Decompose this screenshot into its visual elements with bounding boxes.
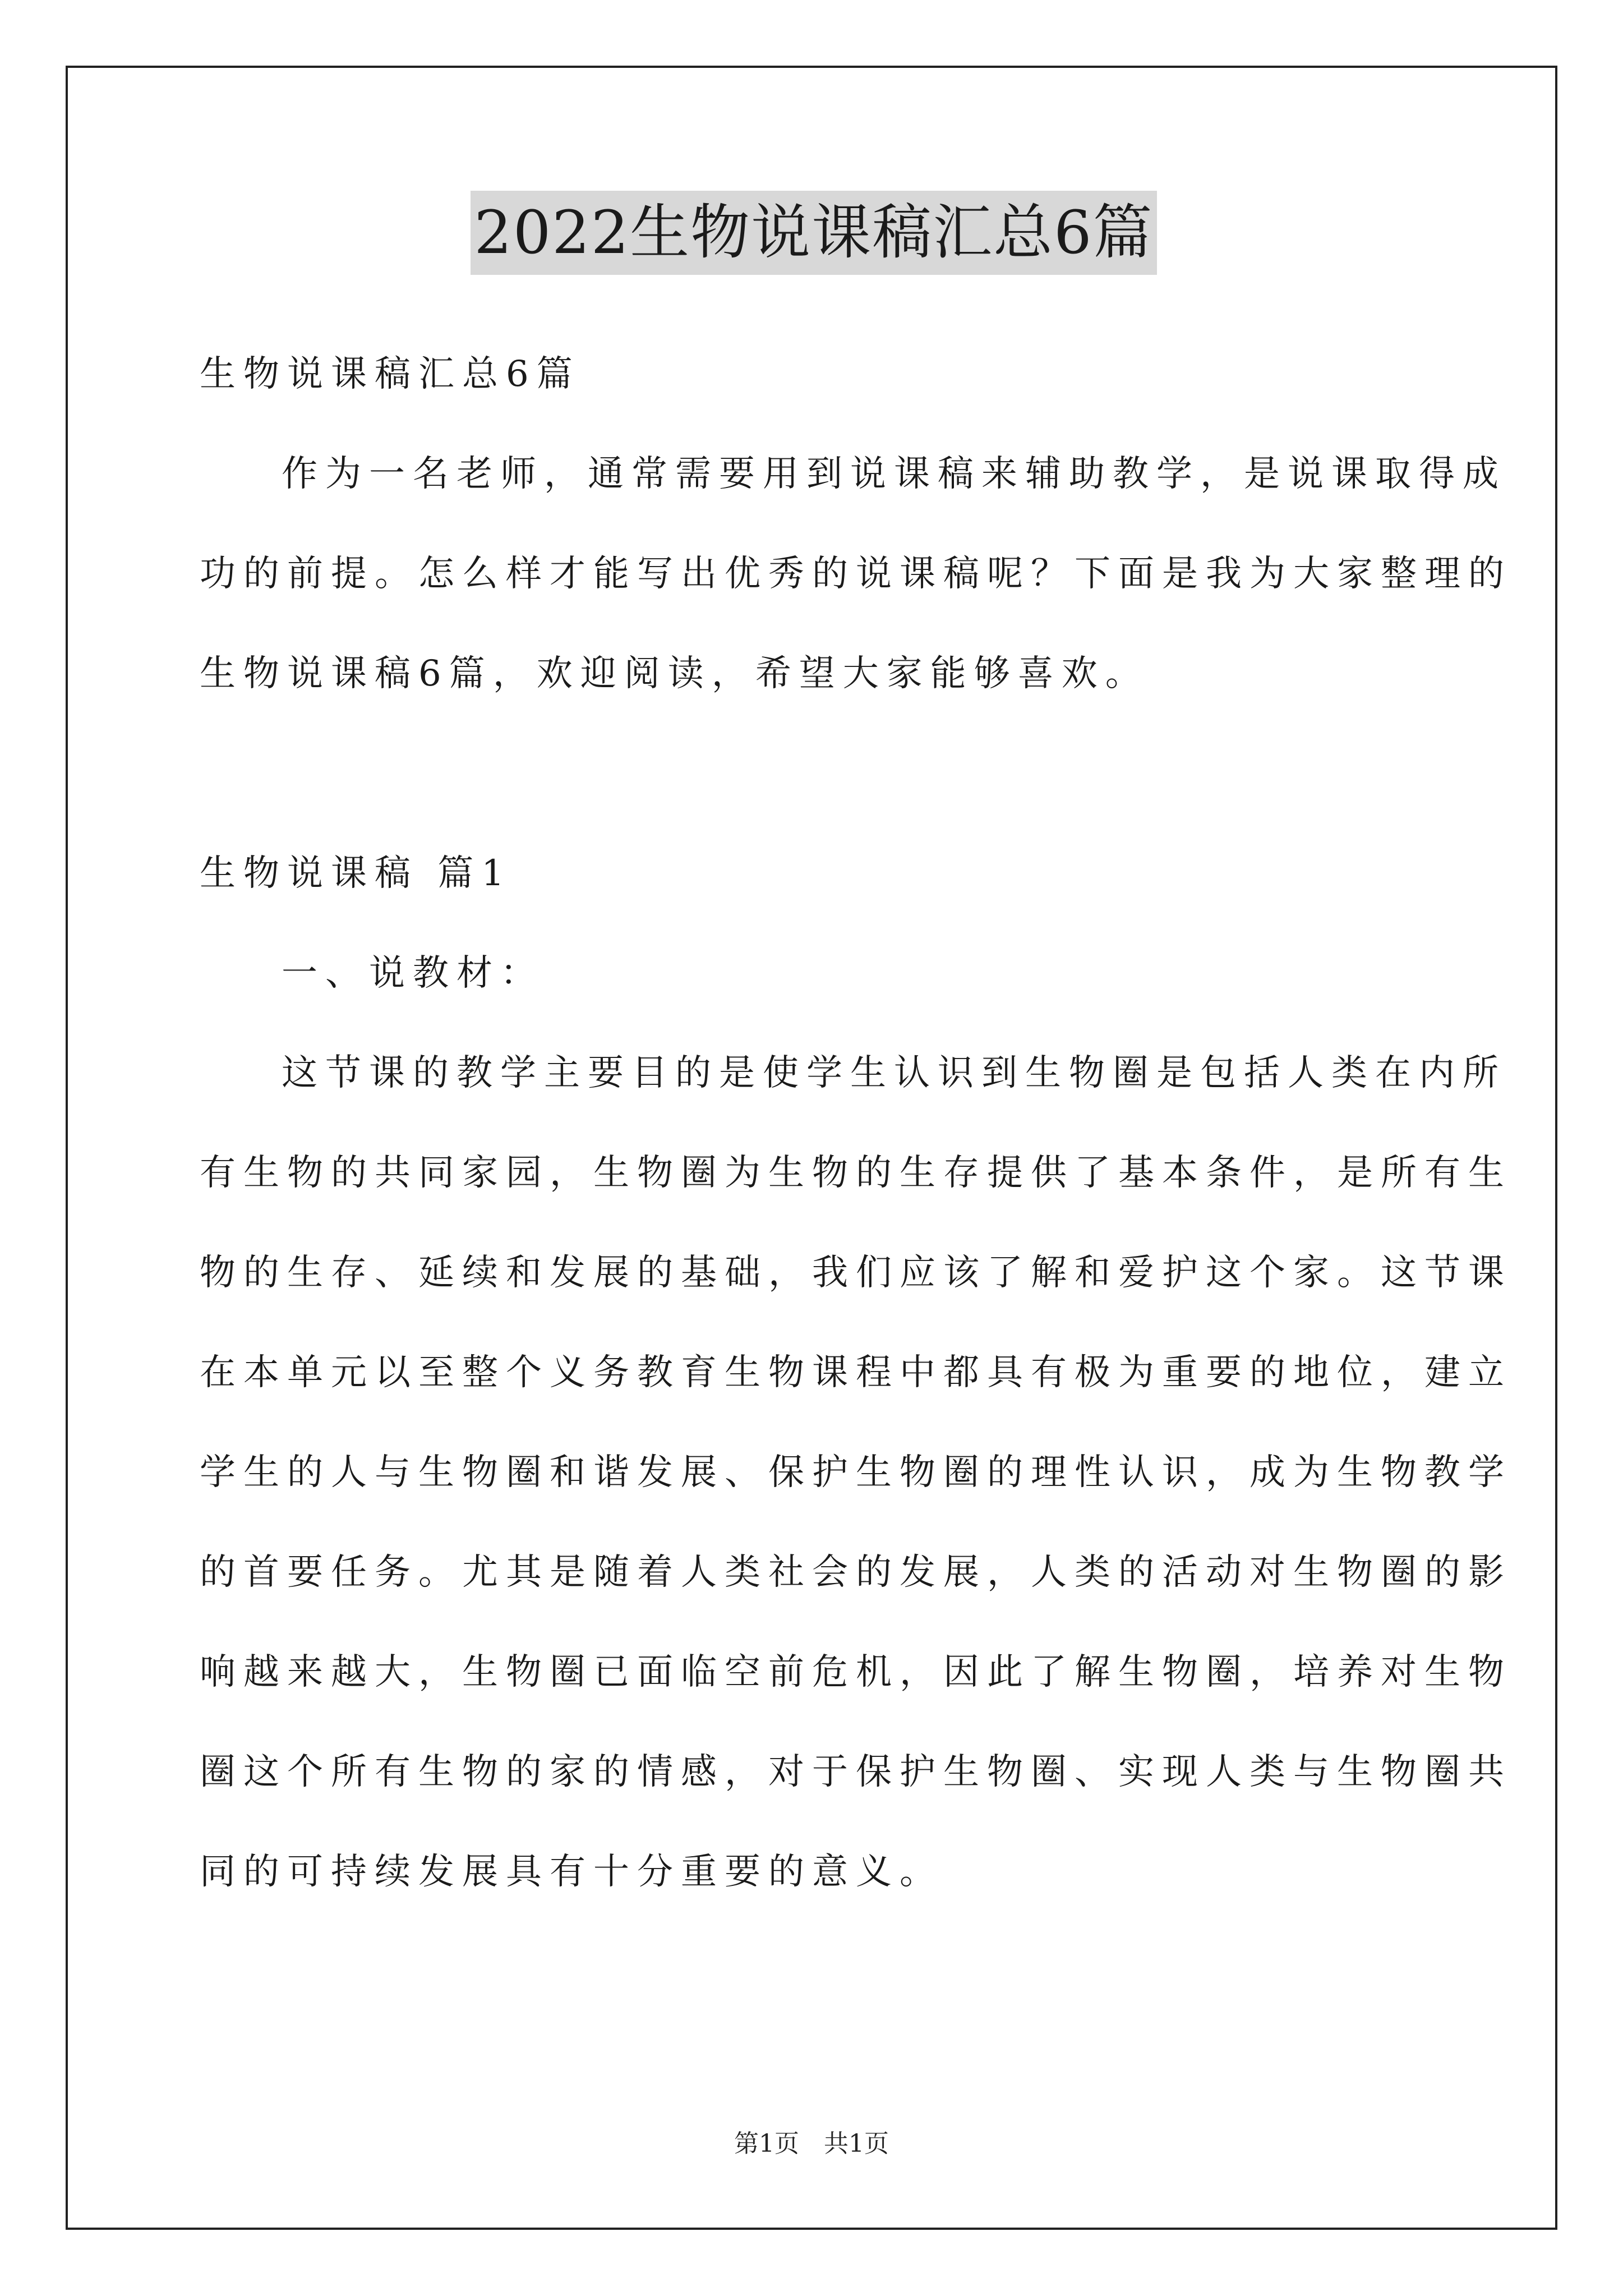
paragraph-line: 的首要任务。尤其是随着人类社会的发展，人类的活动对生物圈的影 [200, 1552, 1512, 1593]
subtitle-line: 生物说课稿汇总6篇 [200, 353, 580, 395]
paragraph-line: 生物说课稿6篇，欢迎阅读，希望大家能够喜欢。 [200, 653, 1149, 694]
paragraph-line: 在本单元以至整个义务教育生物课程中都具有极为重要的地位，建立 [200, 1352, 1512, 1393]
paragraph-line: 作为一名老师，通常需要用到说课稿来辅助教学，是说课取得成 [282, 453, 1506, 495]
document-body [200, 191, 1512, 1922]
page-footer: 第1页 共1页 [734, 2129, 889, 2158]
paragraph-line: 这节课的教学主要目的是使学生认识到生物圈是包括人类在内所 [282, 1052, 1506, 1094]
document-title: 2022生物说课稿汇总6篇 [471, 191, 1156, 275]
paragraph-line: 学生的人与生物圈和谐发展、保护生物圈的理性认识，成为生物教学 [200, 1452, 1512, 1493]
paragraph-line: 功的前提。怎么样才能写出优秀的说课稿呢？下面是我为大家整理的 [200, 553, 1512, 595]
paragraph-line: 圈这个所有生物的家的情感，对于保护生物圈、实现人类与生物圈共 [200, 1751, 1512, 1793]
paragraph-line: 响越来越大，生物圈已面临空前危机，因此了解生物圈，培养对生物 [200, 1651, 1512, 1693]
paragraph-line: 物的生存、延续和发展的基础，我们应该了解和爱护这个家。这节课 [200, 1252, 1512, 1294]
paragraph-line: 有生物的共同家园，生物圈为生物的生存提供了基本条件，是所有生 [200, 1152, 1512, 1194]
blank-line [200, 724, 1428, 823]
section-heading: 生物说课稿 篇1 [200, 853, 513, 894]
paragraph-line: 同的可持续发展具有十分重要的意义。 [200, 1851, 943, 1893]
title-container [200, 191, 1428, 275]
subsection-heading: 一、说教材： [282, 953, 544, 994]
